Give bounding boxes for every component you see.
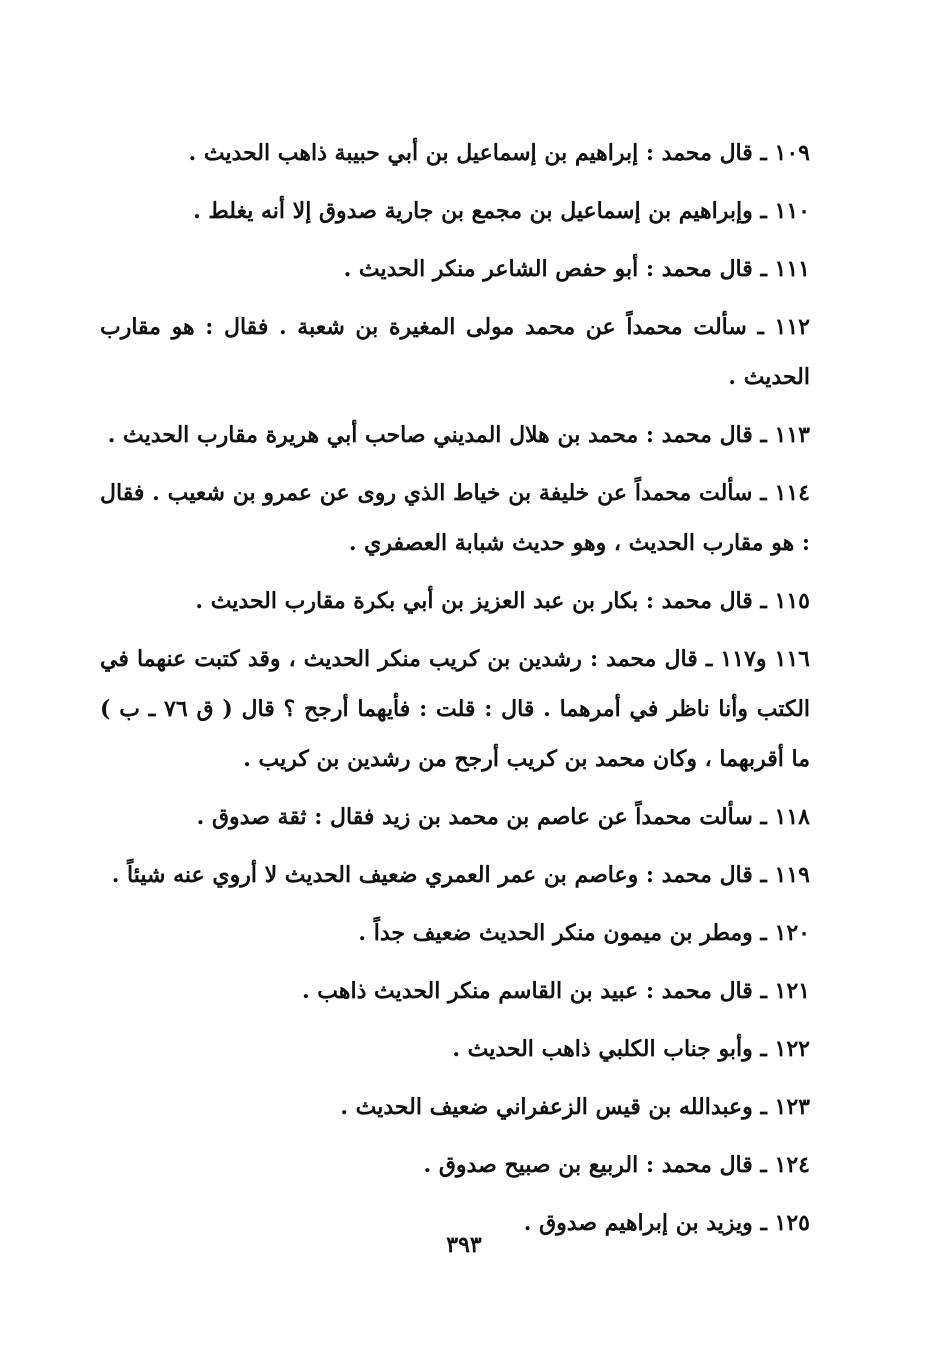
entry-116-117: ١١٦ و١١٧ ـ قال محمد : رشدين بن كريب منكر الحديث ، وقد كتبت عنهما في الكتب وأنا ناظر في أمرهما . قال : قلت : فأيهما أرجح ؟ قال ( ق ٧٦ ـ ب ) ما أقربهما ، وكان محمد بن كريب أرجح من رشدين بن كريب .: [100, 646, 811, 772]
entry-112: ١١٢ ـ سألت محمداً عن محمد مولى المغيرة بن شعبة . فقال : هو مقارب الحديث .: [100, 314, 810, 390]
entry-111: ١١١ ـ قال محمد : أبو حفص الشاعر منكر الحديث .: [343, 256, 810, 282]
entry-123: ١٢٣ ـ وعبدالله بن قيس الزعفراني ضعيف الحديث .: [340, 1094, 810, 1120]
entry-115: ١١٥ ـ قال محمد : بكار بن عبد العزيز بن أبي بكرة مقارب الحديث .: [195, 588, 810, 614]
entry-109: ١٠٩ ـ قال محمد : إبراهيم بن إسماعيل بن أبي حبيبة ذاهب الحديث .: [188, 140, 810, 166]
entry-121: ١٢١ ـ قال محمد : عبيد بن القاسم منكر الحديث ذاهب .: [301, 978, 810, 1004]
entry-122: ١٢٢ ـ وأبو جناب الكلبي ذاهب الحديث .: [452, 1036, 810, 1062]
entries-list: [100, 128, 810, 1256]
entry-114: ١١٤ ـ سألت محمداً عن خليفة بن خياط الذي روى عن عمرو بن شعيب . فقال : هو مقارب الحديث ، وهو حديث شبابة العصفري .: [100, 480, 810, 556]
entry-120: ١٢٠ ـ ومطر بن ميمون منكر الحديث ضعيف جداً .: [358, 920, 810, 946]
entry-113: ١١٣ ـ قال محمد : محمد بن هلال المديني صاحب أبي هريرة مقارب الحديث .: [107, 422, 810, 448]
entry-119: ١١٩ ـ قال محمد : وعاصم بن عمر العمري ضعيف الحديث لا أروي عنه شيئاً .: [111, 862, 810, 888]
entry-110: ١١٠ ـ وإبراهيم بن إسماعيل بن مجمع بن جارية صدوق إلا أنه يغلط .: [193, 198, 810, 224]
entry-125: ١٢٥ ـ ويزيد بن إبراهيم صدوق .: [523, 1210, 810, 1236]
entry-124: ١٢٤ ـ قال محمد : الربيع بن صبيح صدوق .: [423, 1152, 810, 1178]
entry-118: ١١٨ ـ سألت محمداً عن عاصم بن محمد بن زيد فقال : ثقة صدوق .: [196, 804, 810, 830]
page-number: ٣٩٣: [446, 1232, 482, 1258]
